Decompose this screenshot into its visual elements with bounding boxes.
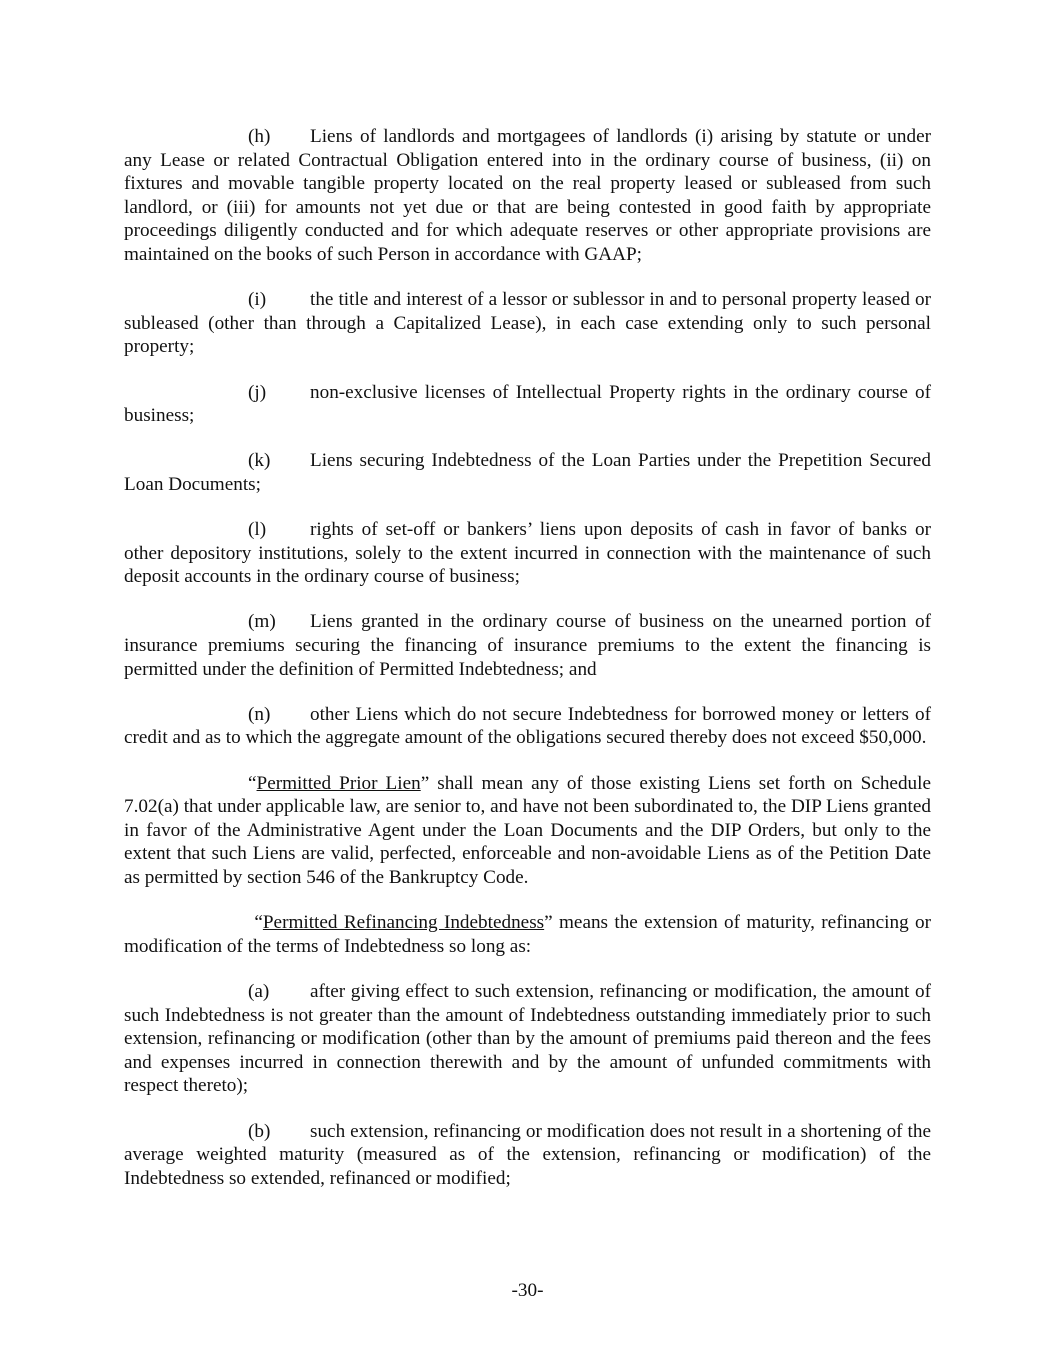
definition-permitted-refinancing-indebtedness — [124, 911, 931, 958]
clause-text: the title and interest of a lessor or sublessor in and to personal property leased or subleased (other than through a Capitalized Lease), in each case extending only to such personal property; — [124, 289, 931, 358]
open-quote: “ — [248, 912, 263, 934]
clause-text: Liens securing Indebtedness of the Loan Parties under the Prepetition Secured Loan Documents; — [124, 450, 931, 495]
defined-term: Permitted Refinancing Indebtedness — [262, 912, 545, 934]
clause-label: (n) — [248, 703, 271, 725]
clause-text: rights of set-off or bankers’ liens upon deposits of cash in favor of banks or other depository institutions, solely to the extent incurred in connection with the maintenance of such deposit accounts in the ordinary course of business; — [124, 519, 931, 588]
clause-j — [124, 381, 931, 428]
clause-label: (j) — [248, 381, 267, 403]
clause-text: non-exclusive licenses of Intellectual Property rights in the ordinary course of business; — [124, 381, 931, 427]
clause-label: (b) — [248, 1120, 271, 1142]
open-quote: “ — [248, 772, 257, 794]
defined-term: Permitted Prior Lien — [256, 772, 421, 794]
clause-label: (m) — [248, 611, 276, 633]
definition-text: ” means the extension of maturity, refinancing or modification of the terms of Indebtedness so long as: — [124, 912, 931, 957]
clause-text: after giving effect to such extension, refinancing or modification, the amount of such Indebtedness is not greater than the amount of Indebtedness outstanding immediately prior to such extension, refinancing or modification (other than by the amount of premiums paid thereon and the fees and expenses incurred in connection therewith and by the amount of unfunded commitments with respect thereto); — [124, 980, 931, 1097]
clause-l — [124, 518, 931, 589]
clause-label: (a) — [248, 980, 270, 1002]
clause-n — [124, 703, 931, 750]
clause-text: other Liens which do not secure Indebtedness for borrowed money or letters of credit and as to which the aggregate amount of the obligations secured thereby does not exceed $50,000. — [124, 703, 931, 749]
clause-i — [124, 288, 931, 359]
clause-text: such extension, refinancing or modification does not result in a shortening of the average weighted maturity (measured as of the extension, refinancing or modification) of the Indebtedness so extended, refinanced or modified; — [124, 1120, 931, 1189]
document-page — [124, 125, 931, 1212]
clause-label: (l) — [248, 519, 267, 541]
clause-text: Liens of landlords and mortgagees of landlords (i) arising by statute or under any Lease or related Contractual Obligation entered into in the ordinary course of business, (ii) on fixtures and movable tangible property located on the real property leased or subleased from such landlord, or (iii) for amounts not yet due or that are being contested in good faith by appropriate proceedings diligently conducted and for which adequate reserves or other appropriate provisions are maintained on the books of such Person in accordance with GAAP; — [124, 126, 931, 265]
clause-label: (k) — [248, 450, 271, 472]
clause-a — [124, 980, 931, 1098]
clause-label: (h) — [248, 126, 271, 147]
definition-text: ” shall mean any of those existing Liens set forth on Schedule 7.02(a) that under applicable law, are senior to, and have not been subordinated to, the DIP Liens granted in favor of the Administrative Agent under the Loan Documents and the DIP Orders, but only to the extent that such Liens are valid, perfected, enforceable and non-avoidable Liens as of the Petition Date as permitted by section 546 of the Bankruptcy Code. — [124, 772, 931, 888]
clause-h — [124, 125, 931, 267]
clause-m — [124, 610, 931, 681]
clause-b — [124, 1120, 931, 1191]
clause-label: (i) — [248, 289, 267, 311]
page-number: -30- — [511, 1280, 544, 1301]
definition-permitted-prior-lien — [124, 772, 931, 890]
clause-text: Liens granted in the ordinary course of business on the unearned portion of insurance premiums securing the financing of insurance premiums to the extent the financing is permitted under the definition of Permitted Indebtedness; and — [124, 611, 931, 680]
clause-k — [124, 449, 931, 496]
